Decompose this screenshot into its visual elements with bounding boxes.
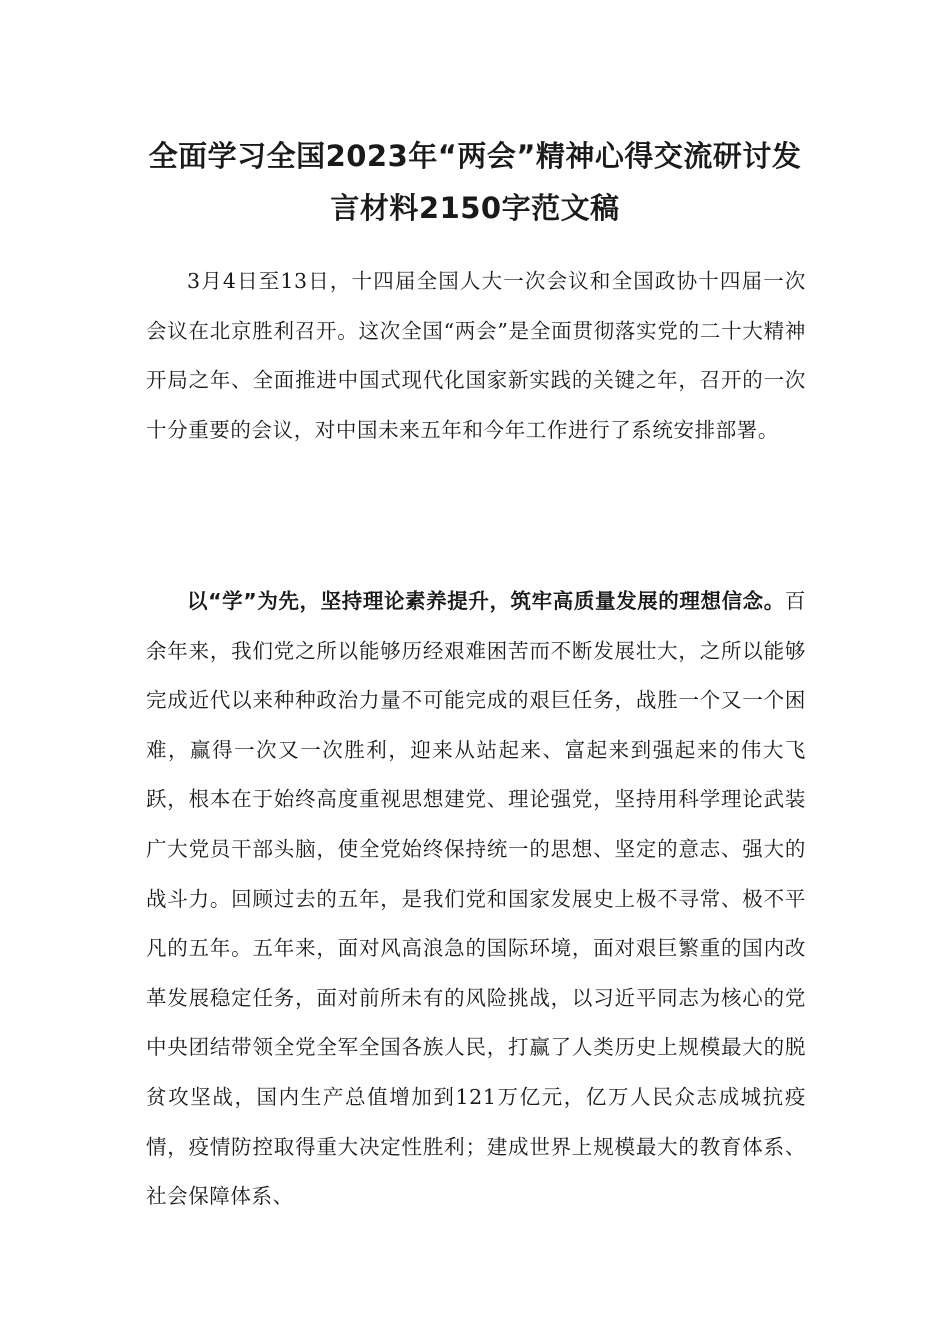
paragraph-study bbox=[146, 577, 806, 1222]
paragraph-text: 百余年来，我们党之所以能够历经艰难困苦而不断发展壮大，之所以能够完成近代以来种种政治力量不可能完成的艰巨任务，战胜一个又一个困难，赢得一次又一次胜利，迎来从站起来、富起来到强起来的伟大飞跃，根本在于始终高度重视思想建党、理论强党，坚持用科学理论武装广大党员干部头脑，使全党始终保持统一的思想、坚定的意志、强大的战斗力。回顾过去的五年，是我们党和国家发展史上极不寻常、极不平凡的五年。五年来，面对风高浪急的国际环境，面对艰巨繁重的国内改革发展稳定任务，面对前所未有的风险挑战，以习近平同志为核心的党中央团结带领全党全军全国各族人民，打赢了人类历史上规模最大的脱贫攻坚战，国内生产总值增加到121万亿元，亿万人民众志成城抗疫情，疫情防控取得重大决定性胜利；建成世界上规模最大的教育体系、社会保障体系、 bbox=[146, 589, 806, 1209]
document-title bbox=[120, 130, 830, 234]
paragraph-lead: 以“学”为先，坚持理论素养提升，筑牢高质量发展的理想信念。 bbox=[187, 589, 785, 613]
title-line-1: 全面学习全国2023年“两会”精神心得交流研讨发 bbox=[148, 139, 802, 173]
paragraph-text: 3月4日至13日，十四届全国人大一次会议和全国政协十四届一次会议在北京胜利召开。这次全国“两会”是全面贯彻落实党的二十大精神开局之年、全面推进中国式现代化国家新实践的关键之年，召开的一次十分重要的会议，对中国未来五年和今年工作进行了系统安排部署。 bbox=[146, 269, 806, 442]
title-line-2: 言材料2150字范文稿 bbox=[330, 191, 620, 225]
paragraph-intro bbox=[146, 257, 806, 455]
